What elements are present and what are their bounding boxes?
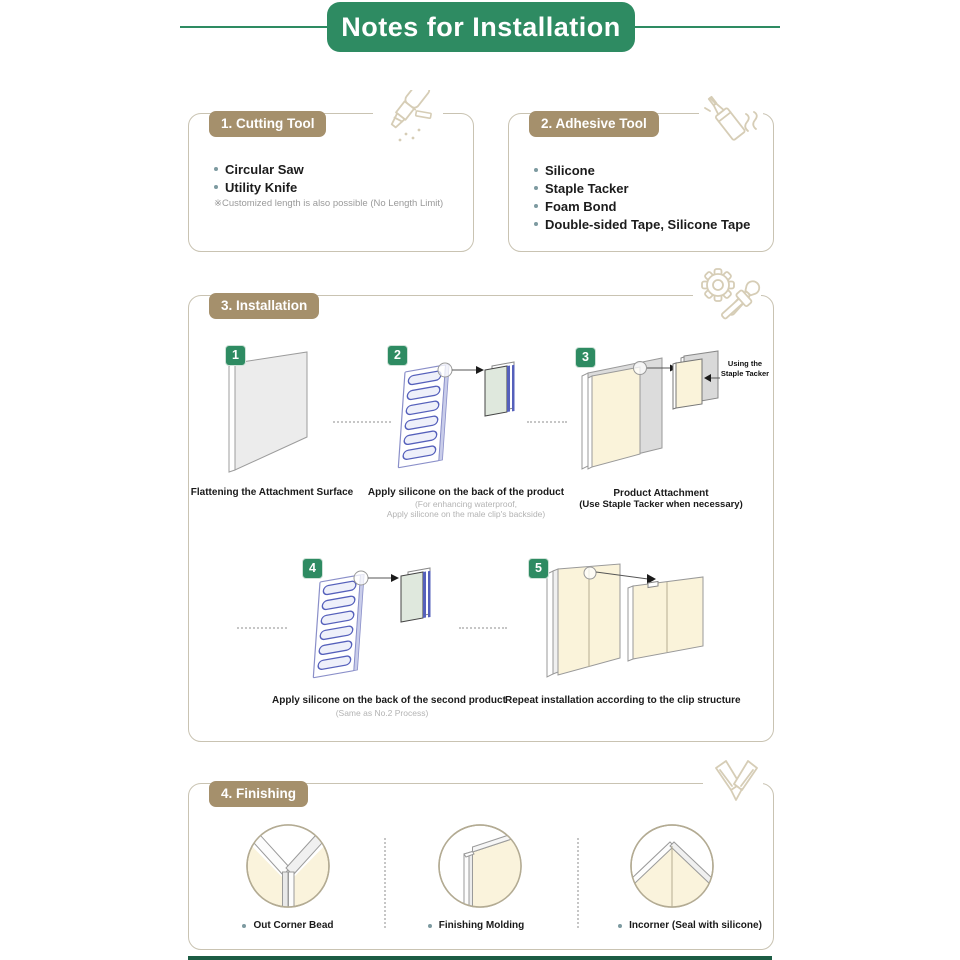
step-badge: 2 [387, 345, 408, 366]
molding-diagram [436, 822, 524, 910]
adhesive-tool-list [534, 161, 750, 233]
dotted-divider [384, 838, 386, 928]
item-bullet [534, 204, 538, 208]
list-item-label: Staple Tacker [545, 180, 629, 196]
list-item-label: Foam Bond [545, 198, 617, 214]
step-badge: 4 [302, 558, 323, 579]
item-bullet [242, 924, 246, 928]
list-item-label: Silicone [545, 162, 595, 178]
step-badge: 3 [575, 347, 596, 368]
silicone-gun-icon [698, 88, 764, 150]
list-item [214, 160, 304, 178]
step-caption: Product Attachment [613, 488, 709, 499]
list-item-label: Utility Knife [225, 179, 298, 195]
step2-diagram [380, 350, 565, 482]
step-badge: 5 [528, 558, 549, 579]
item-bullet [214, 167, 218, 171]
staple-annotation [717, 359, 773, 378]
finishing-caption-label: Incorner (Seal with silicone) [629, 920, 762, 931]
step-subcaption: Apply silicone on the male clip's backside) [386, 509, 546, 519]
list-item [214, 178, 304, 196]
list-item [534, 179, 750, 197]
incorner-diagram [628, 822, 716, 910]
dotted-divider [577, 838, 579, 928]
step-caption: (Use Staple Tacker when necessary) [579, 499, 743, 510]
adhesive-tool-label: 2. Adhesive Tool [529, 111, 659, 137]
step-subcaption: (For enhancing waterproof, [414, 499, 518, 509]
title-banner [327, 2, 635, 52]
finishing-caption-label: Out Corner Bead [253, 920, 334, 931]
step-caption: Apply silicone on the back of the product [367, 487, 565, 498]
staple-annotation-line1: Using the [727, 359, 763, 368]
finishing-caption [217, 920, 359, 931]
item-bullet [214, 185, 218, 189]
item-bullet [534, 186, 538, 190]
list-item-label: Double-sided Tape, Silicone Tape [545, 216, 751, 232]
header-rule-left [180, 26, 327, 28]
step4-diagram [272, 562, 457, 692]
finishing-caption [600, 920, 780, 931]
staple-annotation-line2: Staple Tacker [720, 368, 770, 378]
gear-wrench-icon [692, 263, 762, 327]
item-bullet [428, 924, 432, 928]
dotted-divider [527, 421, 567, 423]
step-badge: 1 [225, 345, 246, 366]
cutting-tool-list [214, 160, 304, 196]
header-rule-right [635, 26, 780, 28]
list-item [534, 161, 750, 179]
finishing-caption-label: Finishing Molding [438, 920, 525, 931]
finishing-caption [405, 920, 547, 931]
dotted-divider [459, 627, 507, 629]
item-bullet [534, 222, 538, 226]
step-subcaption: (Same as No.2 Process) [335, 708, 429, 718]
list-item-label: Circular Saw [225, 161, 304, 177]
step-caption: Flattening the Attachment Surface [190, 487, 354, 498]
step-caption: Repeat installation according to the clip structure [505, 695, 741, 706]
cutting-tool-label: 1. Cutting Tool [209, 111, 326, 137]
step1-diagram [215, 350, 335, 480]
installation-label: 3. Installation [209, 293, 319, 319]
list-item [534, 197, 750, 215]
item-bullet [534, 168, 538, 172]
footer-bar [188, 956, 772, 960]
page-title: Notes for Installation [341, 11, 621, 42]
step5-diagram [545, 562, 705, 687]
cutting-note: ※Customized length is also possible (No Length Limit) [214, 198, 444, 209]
outcorner-diagram [244, 822, 332, 910]
utility-knife-icon [372, 90, 444, 146]
list-item [534, 215, 750, 233]
corner-molding-icon [702, 756, 764, 814]
finishing-label: 4. Finishing [209, 781, 308, 807]
step-caption: Apply silicone on the back of the second product [272, 695, 506, 706]
item-bullet [618, 924, 622, 928]
